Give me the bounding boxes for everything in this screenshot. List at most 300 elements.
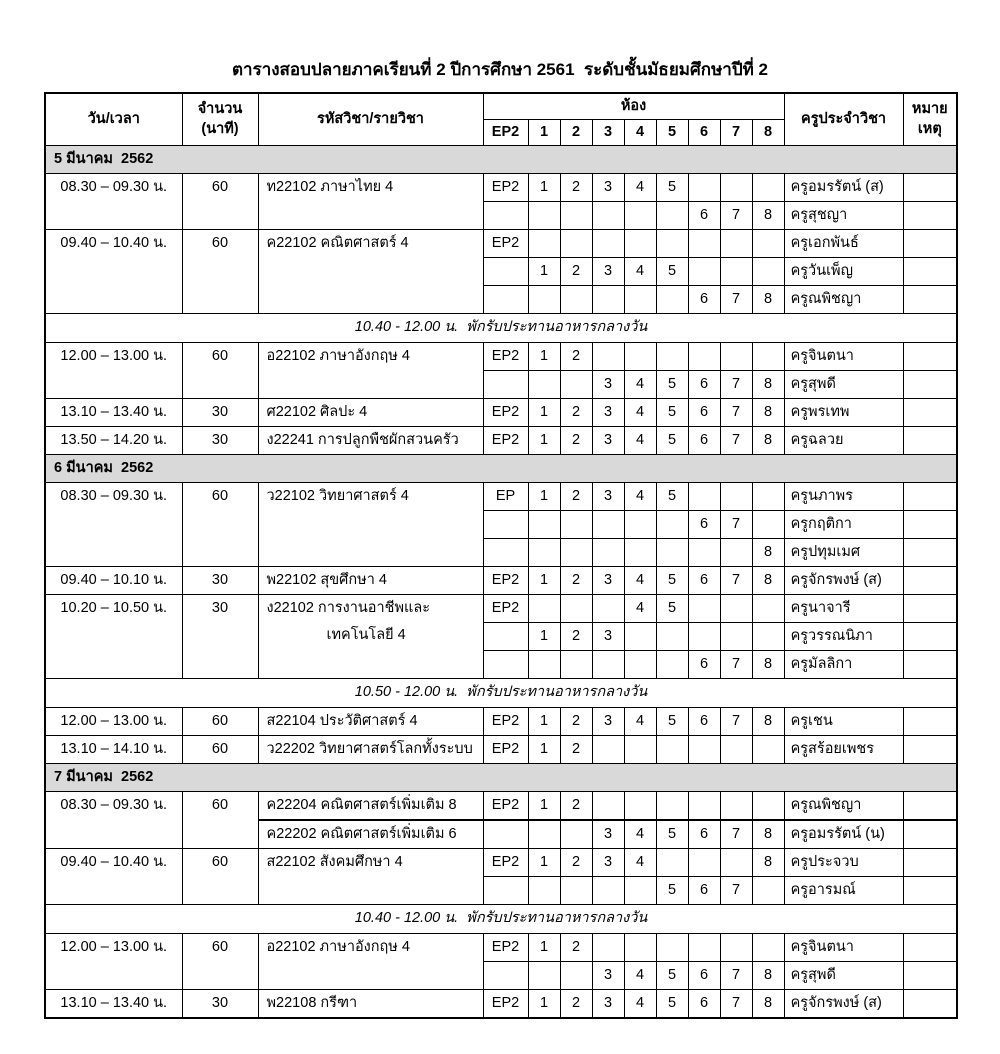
- room-cell: [720, 229, 752, 257]
- room-cell: [592, 538, 624, 566]
- remark-cell: [903, 173, 957, 201]
- teacher-cell: ครูสร้อยเพชร: [784, 735, 903, 763]
- room-cell: [752, 876, 784, 904]
- room-cell: [688, 735, 720, 763]
- duration-cell: 60: [182, 482, 258, 566]
- room-cell: 7: [720, 370, 752, 398]
- lunch-break-label: 10.50 - 12.00 น. พักรับประทานอาหารกลางวัน: [45, 678, 957, 707]
- room-cell: 2: [560, 482, 592, 510]
- time-cell: 08.30 – 09.30 น.: [45, 482, 182, 566]
- col-header-room-8: 8: [752, 119, 784, 145]
- duration-cell: 60: [182, 173, 258, 229]
- room-cell: [688, 848, 720, 876]
- header-row-1: [45, 93, 957, 119]
- room-cell: [624, 650, 656, 678]
- room-cell: [752, 257, 784, 285]
- room-cell: 1: [528, 989, 560, 1018]
- col-header-room-7: 7: [720, 119, 752, 145]
- room-cell: 4: [624, 398, 656, 426]
- room-cell: 1: [528, 398, 560, 426]
- room-cell: [560, 285, 592, 313]
- table-row: [45, 482, 957, 510]
- subject-cell: [258, 426, 483, 454]
- remark-cell: [903, 735, 957, 763]
- room-cell: [528, 370, 560, 398]
- room-cell: 5: [656, 566, 688, 594]
- time-cell: 13.50 – 14.20 น.: [45, 426, 182, 454]
- room-cell: 4: [624, 989, 656, 1018]
- room-cell: [483, 538, 528, 566]
- room-cell: 2: [560, 735, 592, 763]
- room-cell: 8: [752, 650, 784, 678]
- room-cell: EP2: [483, 398, 528, 426]
- time-cell: 09.40 – 10.40 น.: [45, 229, 182, 313]
- teacher-cell: ครูฉลวย: [784, 426, 903, 454]
- lunch-break-row: [45, 678, 957, 707]
- room-cell: 2: [560, 257, 592, 285]
- col-header-room-1: 1: [528, 119, 560, 145]
- room-cell: 7: [720, 566, 752, 594]
- remark-cell: [903, 510, 957, 538]
- duration-cell: 30: [182, 398, 258, 426]
- time-cell: 13.10 – 13.40 น.: [45, 989, 182, 1018]
- room-cell: 3: [592, 820, 624, 849]
- room-cell: 8: [752, 398, 784, 426]
- room-cell: [688, 342, 720, 370]
- room-cell: 1: [528, 426, 560, 454]
- subject-line1: ง22102 การงานอาชีพและ: [266, 599, 431, 616]
- lunch-break-row: [45, 904, 957, 933]
- room-cell: 8: [752, 707, 784, 735]
- duration-cell: 30: [182, 566, 258, 594]
- room-cell: 6: [688, 201, 720, 229]
- room-cell: [752, 594, 784, 622]
- remark-cell: [903, 876, 957, 904]
- room-cell: EP2: [483, 594, 528, 622]
- remark-cell: [903, 650, 957, 678]
- room-cell: 7: [720, 398, 752, 426]
- time-cell: 13.10 – 14.10 น.: [45, 735, 182, 763]
- room-cell: [656, 650, 688, 678]
- teacher-cell: ครูอมรรัตน์ (ส): [784, 173, 903, 201]
- subject-cell: [258, 989, 483, 1018]
- subject-line1: พ22108 กรีฑา: [266, 994, 358, 1011]
- room-cell: 8: [752, 426, 784, 454]
- room-cell: [656, 342, 688, 370]
- room-cell: 7: [720, 510, 752, 538]
- room-cell: [688, 933, 720, 961]
- room-cell: 2: [560, 791, 592, 820]
- room-cell: 5: [656, 370, 688, 398]
- subject-line2: เทคโนโลยี 4: [326, 626, 406, 643]
- teacher-cell: ครูจินตนา: [784, 342, 903, 370]
- room-cell: 6: [688, 707, 720, 735]
- table-row: [45, 989, 957, 1018]
- room-cell: 1: [528, 848, 560, 876]
- remark-cell: [903, 594, 957, 622]
- room-cell: 1: [528, 342, 560, 370]
- room-cell: 7: [720, 707, 752, 735]
- room-cell: 6: [688, 566, 720, 594]
- room-cell: [688, 229, 720, 257]
- room-cell: [624, 201, 656, 229]
- room-cell: [483, 370, 528, 398]
- room-cell: 3: [592, 848, 624, 876]
- col-header-teacher: ครูประจำวิชา: [784, 93, 903, 145]
- remark-cell: [903, 622, 957, 650]
- room-cell: [720, 848, 752, 876]
- room-cell: 7: [720, 876, 752, 904]
- table-row: [45, 173, 957, 201]
- room-cell: 4: [624, 848, 656, 876]
- room-cell: EP2: [483, 707, 528, 735]
- duration-cell: 60: [182, 342, 258, 398]
- room-cell: 4: [624, 820, 656, 849]
- room-cell: [483, 201, 528, 229]
- remark-cell: [903, 538, 957, 566]
- room-cell: [528, 285, 560, 313]
- room-cell: 2: [560, 707, 592, 735]
- room-cell: 1: [528, 707, 560, 735]
- room-cell: 5: [656, 594, 688, 622]
- room-cell: 1: [528, 482, 560, 510]
- room-cell: 1: [528, 735, 560, 763]
- room-cell: [592, 342, 624, 370]
- room-cell: 8: [752, 538, 784, 566]
- room-cell: 1: [528, 257, 560, 285]
- col-header-room-5: 5: [656, 119, 688, 145]
- room-cell: [656, 735, 688, 763]
- page-title: ตารางสอบปลายภาคเรียนที่ 2 ปีการศึกษา 2561 ระดับชั้นมัธยมศึกษาปีที่ 2: [231, 60, 768, 79]
- subject-cell: [258, 482, 483, 566]
- room-cell: EP: [483, 482, 528, 510]
- room-cell: EP2: [483, 989, 528, 1018]
- teacher-cell: ครูกฤติกา: [784, 510, 903, 538]
- room-cell: [720, 933, 752, 961]
- duration-header-line1: จำนวน: [197, 101, 243, 118]
- col-header-remark: [903, 93, 957, 145]
- room-cell: [752, 229, 784, 257]
- teacher-cell: ครูนภาพร: [784, 482, 903, 510]
- time-cell: 09.40 – 10.10 น.: [45, 566, 182, 594]
- room-cell: [624, 933, 656, 961]
- room-cell: [624, 229, 656, 257]
- lunch-break-row: [45, 313, 957, 342]
- remark-cell: [903, 482, 957, 510]
- room-cell: [656, 538, 688, 566]
- teacher-cell: ครูเชน: [784, 707, 903, 735]
- teacher-cell: ครูนาจารี: [784, 594, 903, 622]
- col-header-room-2: 2: [560, 119, 592, 145]
- room-cell: [560, 594, 592, 622]
- remark-cell: [903, 229, 957, 257]
- room-cell: 5: [656, 707, 688, 735]
- table-row: [45, 229, 957, 257]
- subject-cell: [258, 735, 483, 763]
- duration-cell: 60: [182, 791, 258, 848]
- teacher-cell: ครูจักรพงษ์ (ส): [784, 989, 903, 1018]
- teacher-cell: ครูเอกพันธ์: [784, 229, 903, 257]
- teacher-cell: ครูประจวบ: [784, 848, 903, 876]
- room-cell: 3: [592, 398, 624, 426]
- room-cell: 8: [752, 961, 784, 989]
- room-cell: 6: [688, 961, 720, 989]
- room-cell: [560, 510, 592, 538]
- teacher-cell: ครูจินตนา: [784, 933, 903, 961]
- remark-cell: [903, 566, 957, 594]
- room-cell: [592, 594, 624, 622]
- room-cell: [752, 735, 784, 763]
- room-cell: [720, 735, 752, 763]
- room-cell: 3: [592, 426, 624, 454]
- teacher-cell: ครูจักรพงษ์ (ส): [784, 566, 903, 594]
- col-header-subject: รหัสวิชา/รายวิชา: [258, 93, 483, 145]
- room-cell: 4: [624, 426, 656, 454]
- room-cell: 7: [720, 820, 752, 849]
- duration-cell: 30: [182, 989, 258, 1018]
- room-cell: EP2: [483, 342, 528, 370]
- room-cell: 7: [720, 285, 752, 313]
- table-row: [45, 848, 957, 876]
- room-cell: [483, 622, 528, 650]
- room-cell: 6: [688, 650, 720, 678]
- room-cell: [720, 594, 752, 622]
- room-cell: [688, 538, 720, 566]
- table-row: [45, 933, 957, 961]
- room-cell: 7: [720, 201, 752, 229]
- room-cell: 4: [624, 173, 656, 201]
- room-cell: [528, 229, 560, 257]
- room-cell: 3: [592, 173, 624, 201]
- room-cell: 4: [624, 594, 656, 622]
- room-cell: 5: [656, 257, 688, 285]
- col-header-room-ep2: EP2: [483, 119, 528, 145]
- teacher-cell: ครูสุพดี: [784, 370, 903, 398]
- room-cell: 8: [752, 285, 784, 313]
- room-cell: 8: [752, 848, 784, 876]
- room-cell: [560, 961, 592, 989]
- duration-cell: 30: [182, 594, 258, 678]
- room-cell: [688, 622, 720, 650]
- room-cell: 3: [592, 707, 624, 735]
- room-cell: [560, 229, 592, 257]
- room-cell: 3: [592, 257, 624, 285]
- subject-line1: ค22204 คณิตศาสตร์เพิ่มเติม 8: [266, 796, 457, 813]
- room-cell: 4: [624, 370, 656, 398]
- room-cell: 2: [560, 173, 592, 201]
- subject-cell: [258, 566, 483, 594]
- room-cell: 1: [528, 791, 560, 820]
- remark-cell: [903, 426, 957, 454]
- room-cell: [752, 482, 784, 510]
- room-cell: [624, 510, 656, 538]
- room-cell: [656, 933, 688, 961]
- room-cell: [483, 876, 528, 904]
- room-cell: 5: [656, 989, 688, 1018]
- remark-cell: [903, 370, 957, 398]
- remark-cell: [903, 201, 957, 229]
- room-cell: [624, 538, 656, 566]
- teacher-cell: ครูอมรรัตน์ (น): [784, 820, 903, 849]
- room-cell: EP2: [483, 426, 528, 454]
- teacher-cell: ครูณพิชญา: [784, 791, 903, 820]
- room-cell: 3: [592, 989, 624, 1018]
- room-cell: [752, 173, 784, 201]
- room-cell: [528, 510, 560, 538]
- subject-cell: [258, 229, 483, 313]
- col-header-room-group: ห้อง: [483, 93, 784, 119]
- table-row: [45, 735, 957, 763]
- subject-line1: ส22102 สังคมศึกษา 4: [266, 853, 403, 870]
- room-cell: EP2: [483, 229, 528, 257]
- teacher-cell: ครูสุชญา: [784, 201, 903, 229]
- room-cell: 3: [592, 961, 624, 989]
- teacher-cell: ครูสุพดี: [784, 961, 903, 989]
- room-cell: [656, 201, 688, 229]
- remark-cell: [903, 398, 957, 426]
- table-row: [45, 566, 957, 594]
- time-cell: 12.00 – 13.00 น.: [45, 933, 182, 989]
- room-cell: [560, 876, 592, 904]
- room-cell: [752, 622, 784, 650]
- room-cell: 7: [720, 426, 752, 454]
- room-cell: [752, 933, 784, 961]
- room-cell: [688, 594, 720, 622]
- subject-cell: [258, 594, 483, 678]
- teacher-cell: ครูวรรณนิภา: [784, 622, 903, 650]
- subject-line1: ค22102 คณิตศาสตร์ 4: [266, 234, 409, 251]
- room-cell: 8: [752, 820, 784, 849]
- room-cell: 6: [688, 426, 720, 454]
- room-cell: 2: [560, 566, 592, 594]
- room-cell: 8: [752, 370, 784, 398]
- room-cell: [688, 257, 720, 285]
- room-cell: 1: [528, 566, 560, 594]
- room-cell: 4: [624, 961, 656, 989]
- duration-cell: 60: [182, 229, 258, 313]
- room-cell: [624, 735, 656, 763]
- room-cell: [624, 285, 656, 313]
- time-cell: 08.30 – 09.30 น.: [45, 173, 182, 229]
- time-cell: 13.10 – 13.40 น.: [45, 398, 182, 426]
- room-cell: 7: [720, 650, 752, 678]
- col-header-room-4: 4: [624, 119, 656, 145]
- room-cell: 8: [752, 566, 784, 594]
- room-cell: [592, 933, 624, 961]
- teacher-cell: ครูมัลลิกา: [784, 650, 903, 678]
- room-cell: 3: [592, 566, 624, 594]
- room-cell: EP2: [483, 933, 528, 961]
- room-cell: 6: [688, 876, 720, 904]
- room-cell: EP2: [483, 791, 528, 820]
- room-cell: [752, 510, 784, 538]
- section-date-label: 5 มีนาคม 2562: [45, 145, 957, 173]
- room-cell: [656, 848, 688, 876]
- teacher-cell: ครูพรเทพ: [784, 398, 903, 426]
- table-row: [45, 791, 957, 820]
- room-cell: [656, 622, 688, 650]
- room-cell: [720, 482, 752, 510]
- room-cell: [656, 229, 688, 257]
- subject-cell: [258, 398, 483, 426]
- time-cell: 09.40 – 10.40 น.: [45, 848, 182, 904]
- remark-header-line1: หมาย: [911, 101, 948, 118]
- room-cell: [483, 961, 528, 989]
- room-cell: 1: [528, 933, 560, 961]
- time-cell: 12.00 – 13.00 น.: [45, 342, 182, 398]
- room-cell: 2: [560, 342, 592, 370]
- room-cell: 1: [528, 173, 560, 201]
- lunch-break-label: 10.40 - 12.00 น. พักรับประทานอาหารกลางวัน: [45, 904, 957, 933]
- room-cell: [752, 791, 784, 820]
- room-cell: [528, 650, 560, 678]
- remark-cell: [903, 707, 957, 735]
- time-cell: 12.00 – 13.00 น.: [45, 707, 182, 735]
- room-cell: [624, 791, 656, 820]
- room-cell: 2: [560, 848, 592, 876]
- room-cell: 6: [688, 510, 720, 538]
- room-cell: [528, 820, 560, 849]
- subject-line1: ว22202 วิทยาศาสตร์โลกทั้งระบบ: [266, 740, 473, 757]
- teacher-cell: ครูวันเพ็ญ: [784, 257, 903, 285]
- room-cell: [592, 876, 624, 904]
- room-cell: [592, 735, 624, 763]
- col-header-room-6: 6: [688, 119, 720, 145]
- col-header-duration: [182, 93, 258, 145]
- subject-cell: [258, 933, 483, 989]
- room-cell: [720, 538, 752, 566]
- room-cell: [592, 510, 624, 538]
- room-cell: 3: [592, 370, 624, 398]
- room-cell: [656, 285, 688, 313]
- remark-cell: [903, 257, 957, 285]
- room-cell: [592, 285, 624, 313]
- lunch-break-label: 10.40 - 12.00 น. พักรับประทานอาหารกลางวัน: [45, 313, 957, 342]
- table-row: [45, 342, 957, 370]
- room-cell: [656, 510, 688, 538]
- room-cell: [560, 538, 592, 566]
- room-cell: [560, 201, 592, 229]
- room-cell: [720, 342, 752, 370]
- room-cell: 6: [688, 989, 720, 1018]
- room-cell: EP2: [483, 735, 528, 763]
- room-cell: 8: [752, 989, 784, 1018]
- time-cell: 10.20 – 10.50 น.: [45, 594, 182, 678]
- table-row: [45, 398, 957, 426]
- room-cell: [528, 538, 560, 566]
- room-cell: [592, 229, 624, 257]
- table-row: [45, 594, 957, 622]
- room-cell: 4: [624, 707, 656, 735]
- room-cell: 5: [656, 820, 688, 849]
- room-cell: [560, 650, 592, 678]
- room-cell: [560, 370, 592, 398]
- room-cell: 3: [592, 622, 624, 650]
- subject-line1: พ22102 สุขศึกษา 4: [266, 571, 387, 588]
- remark-cell: [903, 989, 957, 1018]
- room-cell: 4: [624, 257, 656, 285]
- table-row: [45, 426, 957, 454]
- teacher-cell: ครูณพิชญา: [784, 285, 903, 313]
- room-cell: [528, 961, 560, 989]
- subject-line1: ง22241 การปลูกพืชผักสวนครัว: [266, 431, 459, 448]
- remark-cell: [903, 342, 957, 370]
- date-section-row: [45, 454, 957, 482]
- room-cell: EP2: [483, 566, 528, 594]
- room-cell: 5: [656, 876, 688, 904]
- room-cell: 4: [624, 566, 656, 594]
- room-cell: EP2: [483, 848, 528, 876]
